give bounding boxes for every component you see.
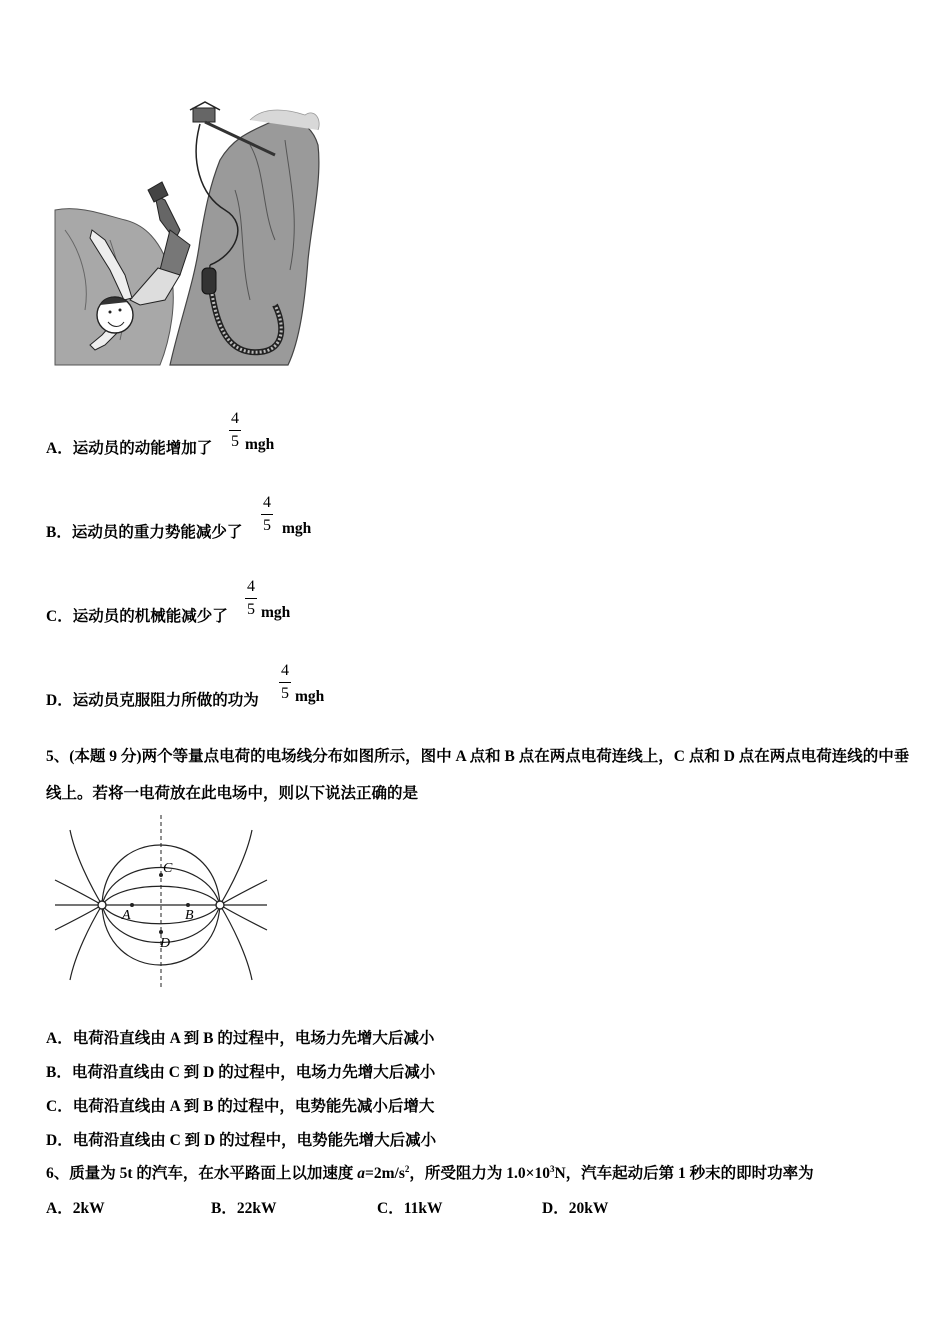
q5-option-b: B．电荷沿直线由 C 到 D 的过程中，电场力先增大后减小 (46, 1064, 436, 1081)
q4-option-b-denominator: 5 (263, 517, 271, 534)
figure-label-a: A (122, 908, 131, 923)
q4-option-c-numerator: 4 (247, 578, 255, 595)
q6-stem-sup2: 3 (549, 1163, 555, 1174)
q5-option-d: D．电荷沿直线由 C 到 D 的过程中，电势能先增大后减小 (46, 1132, 437, 1149)
q4-option-d: D．运动员克服阻力所做的功为 (46, 692, 259, 709)
q4-option-a-fraction (229, 410, 241, 451)
q4-option-b-fraction (261, 494, 273, 535)
q4-option-c-unit: mgh (261, 604, 291, 621)
q4-option-a-letter: A (46, 440, 58, 457)
q4-option-d-unit: mgh (295, 688, 325, 705)
q4-option-b-text: 运动员的重力势能减少了 (71, 524, 243, 541)
q4-option-a-denominator: 5 (231, 433, 239, 450)
bungee-jumper-illustration (50, 100, 325, 370)
q4-option-c-fraction (245, 578, 257, 619)
q6-choice-d: D．20kW (542, 1200, 609, 1217)
q4-option-c-letter: C (46, 608, 58, 625)
q4-option-c-denominator: 5 (247, 601, 255, 618)
q6-stem-part1: 6、质量为 5t 的汽车，在水平路面上以加速度 (46, 1165, 358, 1182)
q5-option-c: C．电荷沿直线由 A 到 B 的过程中，电势能先减小后增大 (46, 1098, 435, 1115)
q6-stem-var: a (357, 1165, 366, 1182)
q6-choice-a: A．2kW (46, 1200, 105, 1217)
figure-label-d: D (160, 936, 171, 951)
q4-option-a-unit: mgh (245, 436, 275, 453)
electric-field-lines-figure (50, 815, 275, 995)
q6-stem-part2: =2m/s (365, 1165, 405, 1182)
q6-choice-c: C．11kW (377, 1200, 443, 1217)
q4-option-b-unit: mgh (282, 520, 312, 537)
q4-option-d-denominator: 5 (281, 685, 289, 702)
q4-option-a-text: 运动员的动能增加了 (72, 440, 213, 457)
q6-choice-b: B．22kW (211, 1200, 277, 1217)
q4-option-d-text: 运动员克服阻力所做的功为 (72, 692, 259, 709)
q4-option-b: B．运动员的重力势能减少了 (46, 524, 243, 541)
q6-stem-part3: ，所受阻力为 1.0×10 (409, 1165, 550, 1182)
q6-stem-sup1: 2 (404, 1163, 410, 1174)
q4-option-d-numerator: 4 (281, 662, 289, 679)
q6-stem (46, 1161, 814, 1183)
q5-option-a: A．电荷沿直线由 A 到 B 的过程中，电场力先增大后减小 (46, 1030, 435, 1047)
q4-option-a-numerator: 4 (231, 410, 239, 427)
q4-option-d-letter: D (46, 692, 58, 709)
q4-option-c: C．运动员的机械能减少了 (46, 608, 228, 625)
q4-option-b-letter: B (46, 524, 57, 541)
q4-option-b-numerator: 4 (263, 494, 271, 511)
q5-stem: 5、(本题 9 分)两个等量点电荷的电场线分布如图所示，图中 A 点和 B 点在两点电荷连线上，C 点和 D 点在两点电荷连线的中垂线上。若将一电荷放在此电场中，则以下说法正确的是 (46, 748, 910, 802)
q4-option-a: A．运动员的动能增加了 (46, 440, 213, 457)
q4-option-c-text: 运动员的机械能减少了 (72, 608, 228, 625)
q6-stem-part4: N，汽车起动后第 1 秒末的即时功率为 (554, 1165, 814, 1182)
q4-option-d-fraction (279, 662, 291, 703)
figure-label-c: C (163, 861, 173, 876)
figure-label-b: B (185, 908, 194, 923)
